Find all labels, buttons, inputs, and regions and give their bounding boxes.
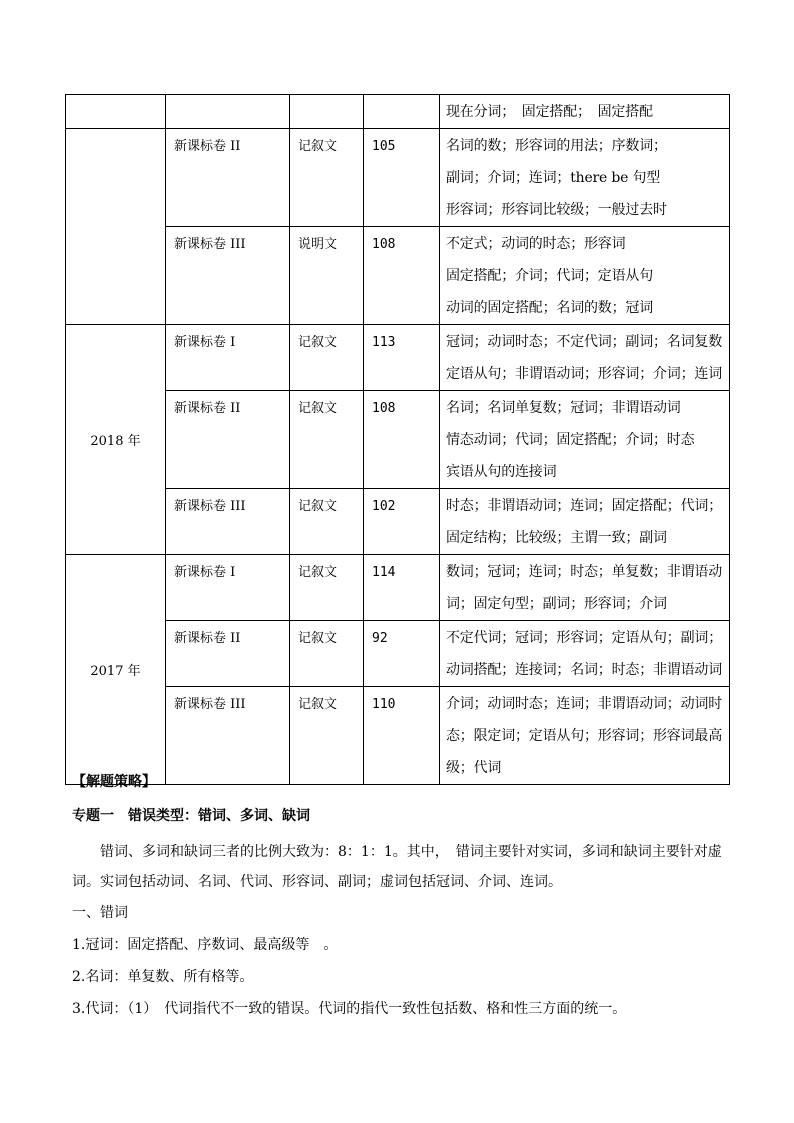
points-cell <box>440 325 730 391</box>
points-line: 动词的固定搭配；名词的数；冠词 <box>446 300 653 316</box>
table-row <box>66 129 730 227</box>
genre-cell: 记叙文 <box>290 687 364 785</box>
words-cell: 102 <box>364 489 440 555</box>
words-cell: 113 <box>364 325 440 391</box>
genre-cell: 记叙文 <box>290 391 364 489</box>
words-cell: 105 <box>364 129 440 227</box>
section-heading: 一、错词 <box>72 905 128 921</box>
words-cell: 114 <box>364 555 440 621</box>
genre-cell: 记叙文 <box>290 325 364 391</box>
points-cell <box>440 621 730 687</box>
paragraph-line: 词。实词包括动词、名词、代词、形容词、副词；虚词包括冠词、介词、连词。 <box>72 874 562 890</box>
points-cell <box>440 129 730 227</box>
year-cell <box>66 129 166 227</box>
paper-cell: 新课标卷 III <box>166 687 290 785</box>
points-line: 不定代词；冠词；形容词；定语从句；副词； <box>446 630 722 646</box>
year-cell <box>66 227 166 325</box>
points-cell <box>440 489 730 555</box>
genre-cell: 记叙文 <box>290 621 364 687</box>
points-line: 现在分词； 固定搭配； 固定搭配 <box>446 104 653 120</box>
exam-analysis-table <box>65 94 730 785</box>
year-cell <box>66 95 166 129</box>
table-row <box>66 621 730 687</box>
table-row <box>66 325 730 391</box>
paper-cell: 新课标卷 III <box>166 489 290 555</box>
points-line: 形容词；形容词比较级；一般过去时 <box>446 202 667 218</box>
points-line: 情态动词；代词；固定搭配；介词；时态 <box>446 432 695 448</box>
paper-cell: 新课标卷 II <box>166 621 290 687</box>
genre-cell: 记叙文 <box>290 129 364 227</box>
paper-cell: 新课标卷 III <box>166 227 290 325</box>
points-line: 副词；介词；连词；there be 句型 <box>446 170 661 186</box>
words-cell: 92 <box>364 621 440 687</box>
points-line: 动词搭配；连接词；名词；时态；非谓语动词 <box>446 662 722 678</box>
points-cell <box>440 95 730 129</box>
points-cell <box>440 227 730 325</box>
genre-cell: 记叙文 <box>290 555 364 621</box>
points-line: 时态；非谓语动词；连词；固定搭配；代词； <box>446 498 722 514</box>
paper-cell <box>166 95 290 129</box>
points-line: 数词；冠词；连词；时态；单复数；非谓语动 <box>446 564 722 580</box>
points-line: 不定式；动词的时态；形容词 <box>446 236 626 252</box>
points-line: 介词；动词时态；连词；非谓语动词；动词时 <box>446 696 722 712</box>
table-row <box>66 227 730 325</box>
points-line: 定语从句；非谓语动词；形容词；介词；连词 <box>446 366 722 382</box>
list-item: 3.代词：（1） 代词指代不一致的错误。代词的指代一致性包括数、格和性三方面的统一。 <box>72 1001 627 1017</box>
genre-cell: 记叙文 <box>290 489 364 555</box>
genre-cell: 说明文 <box>290 227 364 325</box>
table-row <box>66 489 730 555</box>
words-cell: 108 <box>364 391 440 489</box>
points-line: 固定结构；比较级；主谓一致；副词 <box>446 530 667 546</box>
table-row <box>66 95 730 129</box>
strategy-heading: 【解题策略】 <box>72 774 156 790</box>
list-item: 2.名词：单复数、所有格等。 <box>72 969 254 985</box>
table-row <box>66 555 730 621</box>
points-line: 词；固定句型；副词；形容词；介词 <box>446 596 667 612</box>
points-line: 名词；名词单复数；冠词；非谓语动词 <box>446 400 681 416</box>
words-cell: 108 <box>364 227 440 325</box>
paper-cell: 新课标卷 II <box>166 391 290 489</box>
paper-cell: 新课标卷 I <box>166 325 290 391</box>
paper-cell: 新课标卷 I <box>166 555 290 621</box>
points-line: 名词的数；形容词的用法；序数词； <box>446 138 667 154</box>
year-cell: 2018 年 <box>66 325 166 555</box>
points-line: 冠词；动词时态；不定代词；副词；名词复数 <box>446 334 722 350</box>
year-cell: 2017 年 <box>66 555 166 785</box>
words-cell <box>364 95 440 129</box>
points-cell <box>440 555 730 621</box>
genre-cell <box>290 95 364 129</box>
topic-title: 专题一 错误类型：错词、多词、缺词 <box>72 808 310 824</box>
points-line: 级；代词 <box>446 760 502 776</box>
points-cell <box>440 391 730 489</box>
points-line: 固定搭配；介词；代词；定语从句 <box>446 268 653 284</box>
points-cell <box>440 687 730 785</box>
words-cell: 110 <box>364 687 440 785</box>
points-line: 宾语从句的连接词 <box>446 464 557 480</box>
table-row <box>66 687 730 785</box>
paper-cell: 新课标卷 II <box>166 129 290 227</box>
points-line: 态；限定词；定语从句；形容词；形容词最高 <box>446 728 722 744</box>
table-row <box>66 391 730 489</box>
list-item: 1.冠词：固定搭配、序数词、最高级等 。 <box>72 937 338 953</box>
paragraph-line: 错词、多词和缺词三者的比例大致为：8：1：1。其中， 错词主要针对实词，多词和缺词主要针对虚 <box>100 844 722 860</box>
